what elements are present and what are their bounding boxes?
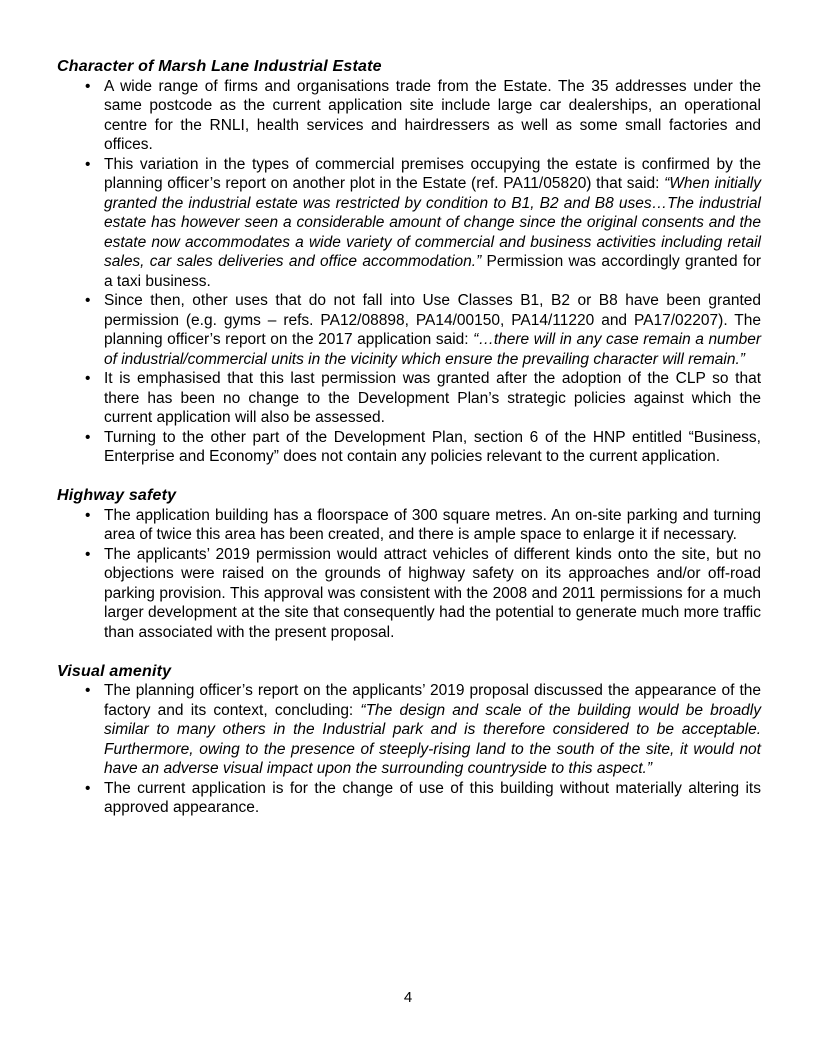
- bullet-text: It is emphasised that this last permission was granted after the adoption of the CLP so that there has been no change to the Development Plan’s strategic policies against which the current application will also be assessed.: [104, 370, 761, 426]
- bullet-list: [57, 506, 761, 643]
- bullet-text: The applicants’ 2019 permission would attract vehicles of different kinds onto the site, but no objections were raised on the grounds of highway safety on its approaches and/or off-road parking provision. This approval was consistent with the 2008 and 2011 permissions for a much larger development at the site that consequently had the potential to generate much more traffic than associated with the present proposal.: [104, 545, 761, 641]
- bullet-text: This variation in the types of commercial premises occupying the estate is confirmed by the planning officer’s report on another plot in the Estate (ref. PA11/05820) that said:: [104, 155, 761, 192]
- bullet-item: [57, 779, 761, 818]
- bullet-item: [57, 545, 761, 643]
- bullet-text: Since then, other uses that do not fall into Use Classes B1, B2 or B8 have been granted permission (e.g. gyms – refs. PA12/08898, PA14/00150, PA14/11220 and PA17/02207). The planning officer’s report on the 2017 application said:: [104, 292, 761, 348]
- bullet-text: Turning to the other part of the Development Plan, section 6 of the HNP entitled “Business, Enterprise and Economy” does not contain any policies relevant to the current application.: [104, 428, 761, 465]
- section-visual-amenity: [57, 662, 761, 818]
- bullet-item: [57, 681, 761, 779]
- bullet-item: [57, 428, 761, 467]
- bullet-list: [57, 77, 761, 467]
- bullet-item: [57, 506, 761, 545]
- quoted-text: “When initially granted the industrial estate was restricted by condition to B1, B2 and B8 uses…The industrial estate has however seen a considerable amount of change since the original consents and the estate now accommodates a wide variety of commercial and business activities including retail sales, car sales deliveries and office accommodation.”: [104, 175, 761, 270]
- section-heading: Highway safety: [57, 487, 177, 504]
- bullet-text: Permission was accordingly granted for a taxi business.: [104, 253, 762, 290]
- bullet-item: [57, 291, 761, 369]
- bullet-item: [57, 77, 761, 155]
- bullet-text: The current application is for the change of use of this building without materially altering its approved appearance.: [104, 779, 761, 816]
- section-character-of-estate: [57, 57, 761, 467]
- bullet-list: [57, 681, 761, 818]
- bullet-item: [57, 155, 761, 292]
- quoted-text: “…there will in any case remain a number of industrial/commercial units in the vicinity which ensure the prevailing character will remain.”: [104, 331, 761, 368]
- bullet-text: The planning officer’s report on the applicants’ 2019 proposal discussed the appearance of the factory and its context, concluding:: [104, 682, 761, 719]
- section-heading: Visual amenity: [57, 662, 172, 680]
- document-content: [57, 57, 761, 818]
- bullet-text: A wide range of firms and organisations trade from the Estate. The 35 addresses under the same postcode as the current application site include large car dealerships, an operational centre for the RNLI, health services and hairdressers as well as some small factories and offices.: [104, 77, 761, 153]
- bullet-text: The application building has a floorspace of 300 square metres. An on-site parking and turning area of twice this area has been created, and there is ample space to enlarge it if necessary.: [104, 506, 761, 543]
- bullet-item: [57, 369, 761, 428]
- section-heading: Character of Marsh Lane Industrial Estate: [57, 58, 382, 75]
- page-number: 4: [403, 989, 413, 1006]
- section-highway-safety: [57, 486, 761, 642]
- quoted-text: “The design and scale of the building would be broadly similar to many others in the Industrial park and is therefore considered to be acceptable. Furthermore, owing to the presence of steeply-rising land to the south of the site, it would not have an adverse visual impact upon the surrounding countryside to this aspect.”: [104, 701, 761, 777]
